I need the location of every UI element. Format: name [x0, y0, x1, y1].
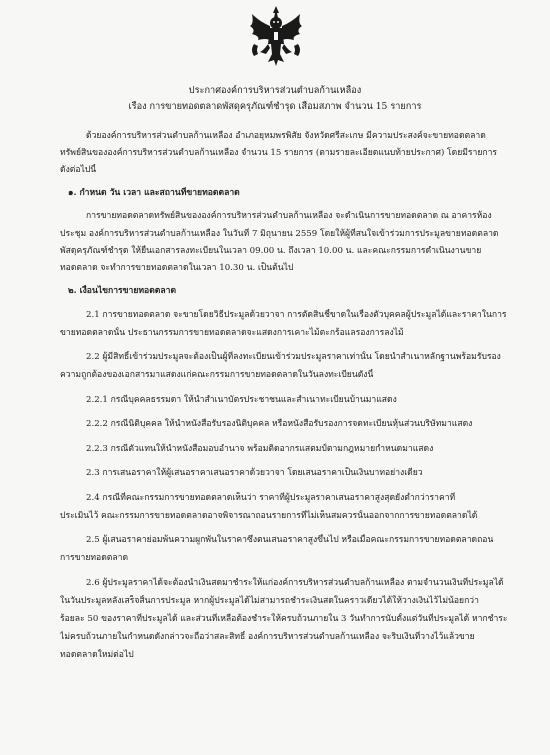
- section2-line: ความถูกต้องของเอกสารมาแสดงแก่คณะกรรมการขายทอดตลาดในวันลงทะเบียนดังนี้: [60, 370, 374, 380]
- section2-line: 2.2.2 กรณีนิติบุคคล ให้นำหนังสือรับรองนิติบุคคล หรือหนังสือรับรองการจดทะเบียนหุ้นส่วนบริษัทมาแสดง: [86, 419, 473, 429]
- garuda-emblem-icon: [246, 4, 306, 68]
- section2-heading: ๒. เงื่อนไขการขายทอดตลาด: [68, 286, 177, 296]
- section2-line: 2.2 ผู้มีสิทธิ์เข้าร่วมประมูลจะต้องเป็นผู้ที่ลงทะเบียนเข้าร่วมประมูลราคาเท่านั้น โดยนำสำเนาหลักฐานพร้อมรับรอง: [86, 352, 501, 362]
- section1-heading: ๑. กำหนด วัน เวลา และสถานที่ขายทอดตลาด: [68, 188, 240, 198]
- section2-line: ขายทอดตลาดนั้น ประธานกรรมการขายทอดตลาดจะแสดงการเคาะไม้ตะกร้อแลรองการลงไม้: [60, 328, 404, 338]
- intro-line: ทรัพย์สินขององค์การบริหารส่วนตำบลก้านเหลือง จำนวน 15 รายการ (ตามรายละเอียดแนบท้ายประกาศ) โดยมีรายการ: [60, 148, 498, 158]
- section2-line: 2.5 ผู้เสนอราคาย่อมพ้นความผูกพันในราคาซึ่งตนเสนอราคาสูงขึ้นไป หรือเมื่อคณะกรรมการขายทอดตลาดถอน: [86, 535, 494, 545]
- section1-line: ทอดตลาด จะทำการขายทอดตลาดในเวลา 10.30 น. เป็นต้นไป: [60, 263, 294, 273]
- section2-line: 2.2.3 กรณีตัวแทนให้นำหนังสือมอบอำนาจ พร้อมติดอากรแสตมป์ตามกฎหมายกำหนดมาแสดง: [86, 444, 434, 454]
- section2-line: 2.1 การขายทอดตลาด จะขายโดยวิธีประมูลด้วยวาจา การตัดสินชี้ขาดในเรื่องตัวบุคคลผู้ประมูลได้และราคาในการ: [86, 310, 507, 320]
- intro-line: ดังต่อไปนี้: [60, 165, 97, 175]
- section1-line: การขายทอดตลาดทรัพย์สินขององค์การบริหารส่วนตำบลก้านเหลือง จะดำเนินการขายทอดตลาด ณ อาคารห้อง: [86, 211, 492, 221]
- section2-line: 2.4 กรณีที่คณะกรรมการขายทอดตลาดเห็นว่า ราคาที่ผู้ประมูลราคาเสนอราคาสูงสุดยังต่ำกว่าราคาที่: [86, 493, 456, 503]
- section2-line: 2.6 ผู้ประมูลราคาได้จะต้องนำเงินสดมาชำระให้แก่องค์การบริหารส่วนตำบลก้านเหลือง ตามจำนวนเงินที่ประมูลได้: [86, 578, 504, 588]
- section1-line: ประชุม องค์การบริหารส่วนตำบลก้านเหลือง ในวันที่ 7 มิถุนายน 2559 โดยให้ผู้ที่สนใจเข้าร่วมการประมูลขายทอดตลาด: [60, 229, 499, 239]
- section2-line: ทอดตลาดใหม่ต่อไป: [60, 650, 134, 660]
- section2-line: การขายทอดตลาด: [60, 553, 129, 563]
- document-subject: เรื่อง การขายทอดตลาดพัสดุครุภัณฑ์ชำรุด เสื่อมสภาพ จำนวน 15 รายการ: [128, 101, 422, 112]
- section1-line: พัสดุครุภัณฑ์ชำรุด ให้ยื่นเอกสารลงทะเบียนในเวลา 09.00 น. ถึงเวลา 10.00 น. และคณะกรรมการดำเนินงานขาย: [60, 246, 482, 256]
- section2-line: 2.3 การเสนอราคาให้ผู้เสนอราคาเสนอราคาด้วยวาจา โดยเสนอราคาเป็นเงินบาทอย่างเดียว: [86, 468, 423, 478]
- document-title: ประกาศองค์การบริหารส่วนตำบลก้านเหลือง: [188, 85, 362, 96]
- section2-line: ไม่ครบถ้วนภายในกำหนดดังกล่าวจะถือว่าสละสิทธิ์ องค์การบริหารส่วนตำบลก้านเหลือง จะริบเงินที่วางไว้แล้วขาย: [60, 632, 475, 642]
- section2-line: ประเมินไว้ คณะกรรมการขายทอดตลาดอาจพิจารณาถอนรายการที่ไม่เห็นสมควรนั้นออกจากการขายทอดตลาดได้: [60, 511, 478, 521]
- section2-line: 2.2.1 กรณีบุคคลธรรมดา ให้นำสำเนาบัตรประชาชนและสำเนาทะเบียนบ้านมาแสดง: [86, 395, 397, 405]
- intro-line: ด้วยองค์การบริหารส่วนตำบลก้านเหลือง อำเภอยุหมพรพิสัย จังหวัดศรีสะเกษ มีความประสงค์จะขายทอดตลาด: [86, 131, 486, 141]
- section2-line: ในวันประมูลหลังเสร็จสิ้นการประมูล หากผู้ประมูลได้ไม่สามารถชำระเงินสดในคราวเดียวได้ให้วางเงินไว้ไม่น้อยกว่า: [60, 596, 479, 606]
- section2-line: ร้อยละ 50 ของราคาที่ประมูลได้ และส่วนที่เหลือต้องชำระให้ครบถ้วนภายใน 3 วันทำการนับตั้งแต่วันที่ประมูลได้ หากชำระ: [60, 614, 508, 624]
